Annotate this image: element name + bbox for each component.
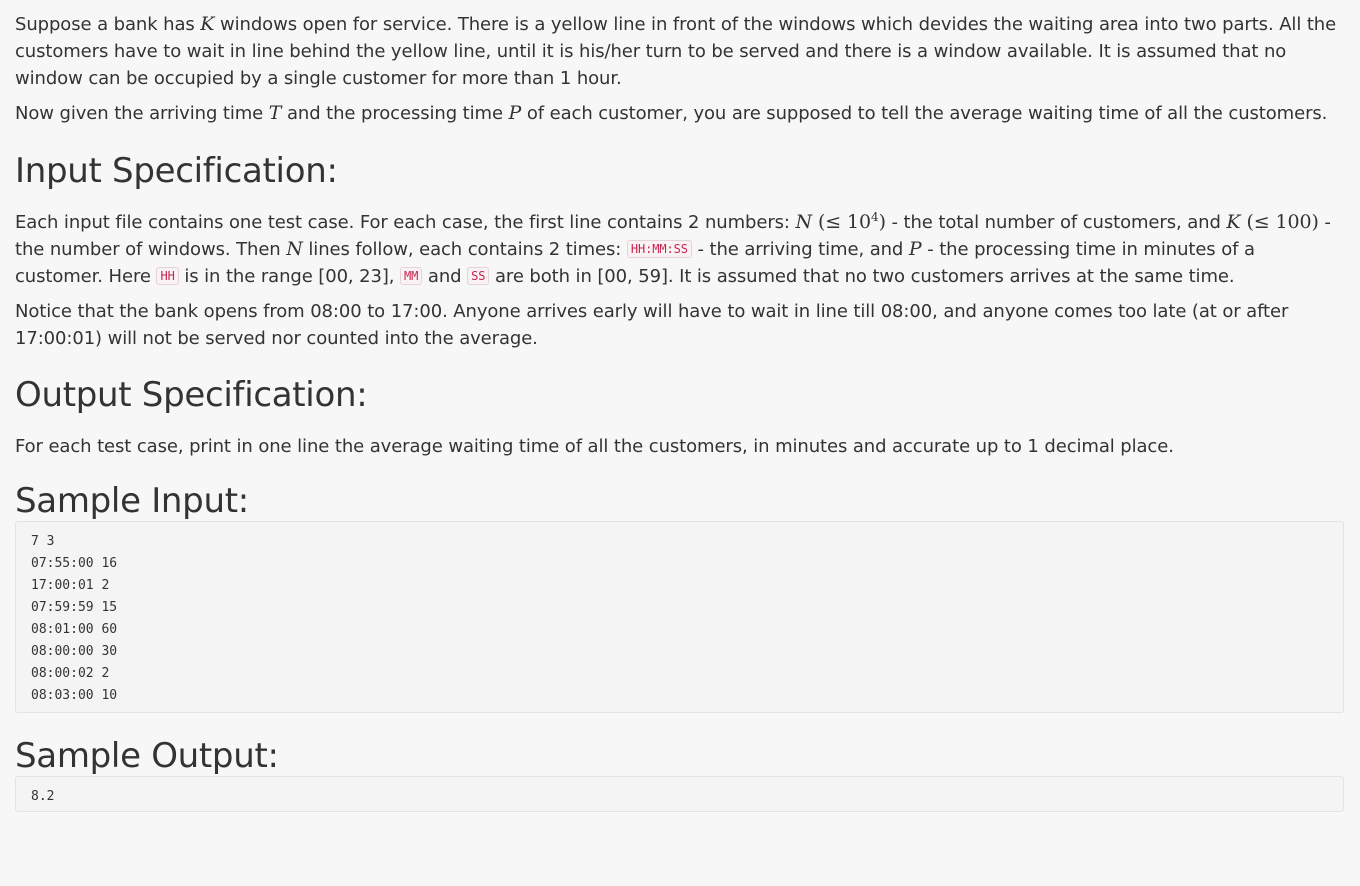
inline-code-ss: SS xyxy=(467,267,489,285)
math-k: K xyxy=(200,13,215,35)
code-line: 08:00:00 30 xyxy=(31,644,118,659)
math-n: N xyxy=(795,211,813,233)
code-line: 8.2 xyxy=(31,789,55,804)
math-t: T xyxy=(268,102,282,124)
math-k-bound: (≤ 100) xyxy=(1240,211,1319,233)
math-p: P xyxy=(908,238,922,260)
code-line: 07:55:00 16 xyxy=(31,556,118,571)
math-n: N xyxy=(286,238,303,260)
inline-code-hh: HH xyxy=(156,267,178,285)
math-k: K xyxy=(1226,211,1241,233)
description-paragraph-2: Now given the arriving time T and the processing time P of each customer, you are supposed to tell the average waiting time of all the customers. xyxy=(15,102,1328,124)
code-line: 07:59:59 15 xyxy=(31,600,118,615)
code-line: 08:00:02 2 xyxy=(31,666,110,681)
input-specification-paragraph-1: Each input file contains one test case. For each case, the first line contains 2 numbers: N (≤ $10^4$) - the total number of customers, and K (≤ 100) - the number of windows. Then N lines follow, each contains 2 times: HH:MM:SS - the arriving time, and P - the processing time in minutes of a customer. Here HH is in the range [00, 23], MM and SS are both in [00, 59]. It is assumed that no two customers arrives at the same time. xyxy=(15,210,1331,287)
sample-input-heading: Sample Input: xyxy=(15,481,249,521)
input-specification-heading: Input Specification: xyxy=(15,151,338,191)
code-line: 08:01:00 60 xyxy=(31,622,118,637)
code-line: 08:03:00 10 xyxy=(31,688,118,703)
math-n-bound: (≤ $10^4$) xyxy=(812,210,886,233)
input-specification-paragraph-2: Notice that the bank opens from 08:00 to 17:00. Anyone arrives early will have to wait in line till 08:00, and anyone comes too late (at or after 17:00:01) will not be served nor counted into the average. xyxy=(15,301,1289,349)
inline-code-time-format: HH:MM:SS xyxy=(627,240,692,258)
code-line: 17:00:01 2 xyxy=(31,578,110,593)
sample-output-heading: Sample Output: xyxy=(15,736,279,776)
description-paragraph-1: Suppose a bank has K windows open for service. There is a yellow line in front of the windows which devides the waiting area into two parts. All the customers have to wait in line behind the yellow line, until it is his/her turn to be served and there is a window available. It is assumed that no window can be occupied by a single customer for more than 1 hour. xyxy=(15,13,1337,89)
sample-output-code-block[interactable] xyxy=(15,776,1344,812)
code-line: 7 3 xyxy=(31,534,55,549)
sample-input-code-block[interactable] xyxy=(15,521,1344,713)
inline-code-mm: MM xyxy=(400,267,422,285)
output-specification-heading: Output Specification: xyxy=(15,375,368,415)
output-specification-paragraph: For each test case, print in one line the average waiting time of all the customers, in minutes and accurate up to 1 decimal place. xyxy=(15,436,1174,457)
math-p: P xyxy=(508,102,522,124)
